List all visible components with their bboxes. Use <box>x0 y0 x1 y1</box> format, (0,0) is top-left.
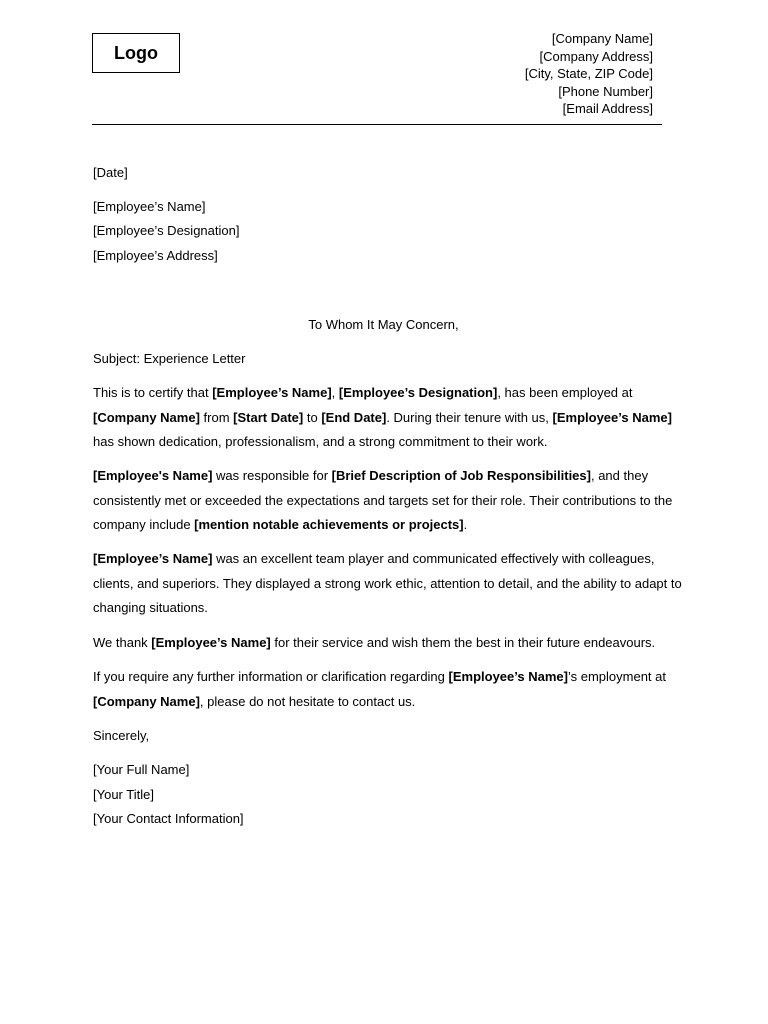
company-info-block <box>525 30 653 118</box>
company-address: [Company Address] <box>539 48 653 64</box>
paragraph-teamwork: [Employee’s Name] was an excellent team player and communicated effectively with colleagues, clients, and superiors. They displayed a strong work ethic, attention to detail, and the ability to adapt to changing situations. <box>93 551 682 615</box>
company-name: [Company Name] <box>551 31 653 46</box>
paragraph-contact: If you require any further information or clarification regarding [Employee’s Name]’s employment at [Company Name], please do not hesitate to contact us. <box>93 669 666 709</box>
logo-label: Logo <box>114 42 158 63</box>
company-city-state-zip: [City, State, ZIP Code] <box>524 66 653 82</box>
signature-contact: [Your Contact Information] <box>93 811 244 826</box>
recipient-designation: [Employee’s Designation] <box>93 223 240 238</box>
signature-title: [Your Title] <box>93 787 154 802</box>
paragraph-thanks: We thank [Employee’s Name] for their service and wish them the best in their future endeavours. <box>93 635 656 650</box>
signature-full-name: [Your Full Name] <box>93 762 190 777</box>
salutation: To Whom It May Concern, <box>308 317 459 332</box>
recipient-address: [Employee’s Address] <box>93 248 218 263</box>
logo-placeholder <box>92 33 180 73</box>
closing: Sincerely, <box>93 728 150 743</box>
company-email: [Email Address] <box>562 101 653 117</box>
paragraph-responsibilities: [Employee's Name] was responsible for [Brief Description of Job Responsibilities], and they consistently met or exceeded the expectations and targets set for their role. Their contributions to the company include [mention notable achievements or projects]. <box>93 468 673 532</box>
recipient-name: [Employee’s Name] <box>93 199 206 214</box>
letter-date: [Date] <box>93 165 128 180</box>
subject-line: Subject: Experience Letter <box>93 351 246 366</box>
company-phone: [Phone Number] <box>558 83 653 99</box>
header-divider <box>92 124 662 125</box>
paragraph-certification: This is to certify that [Employee’s Name], [Employee’s Designation], has been employed at [Company Name] from [Start Date] to [End Date]. During their tenure with us, [Employee’s Name] has shown dedication, professionalism, and a strong commitment to their work. <box>93 385 672 449</box>
